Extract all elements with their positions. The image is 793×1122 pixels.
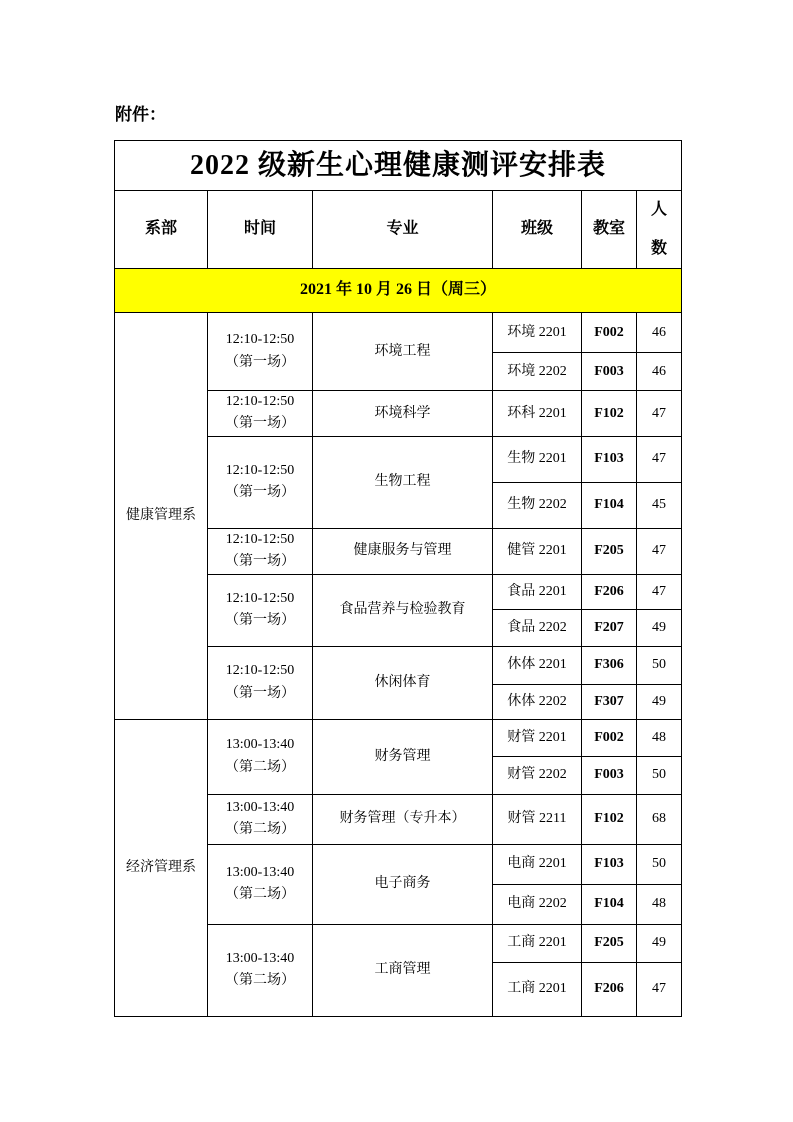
session-label: （第一场） [225,485,295,501]
class-cell: 健管 2201 [493,528,582,574]
session-label: （第一场） [225,685,295,701]
time-range: 12:10-12:50 [225,462,295,478]
major-cell: 环境科学 [313,391,493,437]
count-cell: 48 [637,719,682,756]
time-range: 13:00-13:40 [225,864,295,880]
count-cell: 68 [637,794,682,844]
header-count [637,191,682,269]
time-range: 12:10-12:50 [225,394,295,409]
time-cell [208,924,313,1016]
count-cell: 47 [637,391,682,437]
time-cell [208,436,313,528]
session-label: （第一场） [225,613,295,629]
table-row [115,719,682,756]
header-count-label: 人数 [650,201,667,257]
count-cell: 46 [637,313,682,353]
class-cell: 财管 2211 [493,794,582,844]
date-banner: 2021 年 10 月 26 日（周三） [115,269,682,313]
count-cell: 48 [637,884,682,924]
count-cell: 47 [637,436,682,482]
count-cell: 50 [637,646,682,684]
attachment-label: 附件： [115,105,166,124]
count-cell: 47 [637,962,682,1016]
department-cell: 经济管理系 [115,719,208,1016]
room-cell: F003 [582,353,637,391]
class-cell: 休体 2201 [493,646,582,684]
room-cell: F002 [582,313,637,353]
time-cell [208,313,313,391]
schedule-table [114,140,682,1017]
session-label: （第二场） [225,887,295,903]
count-cell: 47 [637,528,682,574]
time-range: 12:10-12:50 [225,332,295,348]
major-cell: 休闲体育 [313,646,493,719]
class-cell: 财管 2202 [493,756,582,794]
department-cell: 健康管理系 [115,313,208,720]
class-cell: 休体 2202 [493,684,582,719]
count-cell: 50 [637,756,682,794]
class-cell: 工商 2201 [493,924,582,962]
room-cell: F104 [582,482,637,528]
room-cell: F207 [582,609,637,646]
session-label: （第二场） [225,759,295,775]
time-range: 12:10-12:50 [225,590,295,606]
major-cell: 电子商务 [313,844,493,924]
class-cell: 工商 2201 [493,962,582,1016]
class-cell: 环境 2202 [493,353,582,391]
table-row [115,313,682,353]
header-room: 教室 [582,191,637,269]
time-cell [208,391,313,437]
header-department: 系部 [115,191,208,269]
major-cell: 财务管理 [313,719,493,794]
class-cell: 生物 2201 [493,436,582,482]
table-title: 2022 级新生心理健康测评安排表 [115,141,682,191]
room-cell: F206 [582,962,637,1016]
room-cell: F103 [582,844,637,884]
room-cell: F205 [582,528,637,574]
session-label: （第一场） [225,416,295,432]
class-cell: 食品 2201 [493,574,582,609]
session-label: （第一场） [225,554,295,570]
time-range: 13:00-13:40 [225,799,295,815]
class-cell: 财管 2201 [493,719,582,756]
time-range: 13:00-13:40 [225,950,295,966]
session-label: （第二场） [225,973,295,989]
time-cell [208,719,313,794]
count-cell: 47 [637,574,682,609]
major-cell: 财务管理（专升本） [313,794,493,844]
session-label: （第二场） [225,822,295,838]
session-label: （第一场） [225,354,295,370]
major-cell: 健康服务与管理 [313,528,493,574]
count-cell: 46 [637,353,682,391]
count-cell: 49 [637,609,682,646]
class-cell: 食品 2202 [493,609,582,646]
class-cell: 生物 2202 [493,482,582,528]
class-cell: 电商 2202 [493,884,582,924]
header-class: 班级 [493,191,582,269]
room-cell: F002 [582,719,637,756]
room-cell: F003 [582,756,637,794]
time-cell [208,844,313,924]
time-cell [208,574,313,646]
class-cell: 电商 2201 [493,844,582,884]
time-range: 12:10-12:50 [225,531,295,547]
room-cell: F104 [582,884,637,924]
major-cell: 环境工程 [313,313,493,391]
time-range: 13:00-13:40 [225,737,295,753]
count-cell: 49 [637,924,682,962]
major-cell: 食品营养与检验教育 [313,574,493,646]
time-range: 12:10-12:50 [225,663,295,679]
room-cell: F307 [582,684,637,719]
room-cell: F103 [582,436,637,482]
major-cell: 生物工程 [313,436,493,528]
room-cell: F206 [582,574,637,609]
count-cell: 45 [637,482,682,528]
header-time: 时间 [208,191,313,269]
time-cell [208,528,313,574]
header-major: 专业 [313,191,493,269]
count-cell: 50 [637,844,682,884]
class-cell: 环科 2201 [493,391,582,437]
time-cell [208,794,313,844]
room-cell: F306 [582,646,637,684]
room-cell: F102 [582,391,637,437]
room-cell: F102 [582,794,637,844]
time-cell [208,646,313,719]
major-cell: 工商管理 [313,924,493,1016]
class-cell: 环境 2201 [493,313,582,353]
room-cell: F205 [582,924,637,962]
count-cell: 49 [637,684,682,719]
